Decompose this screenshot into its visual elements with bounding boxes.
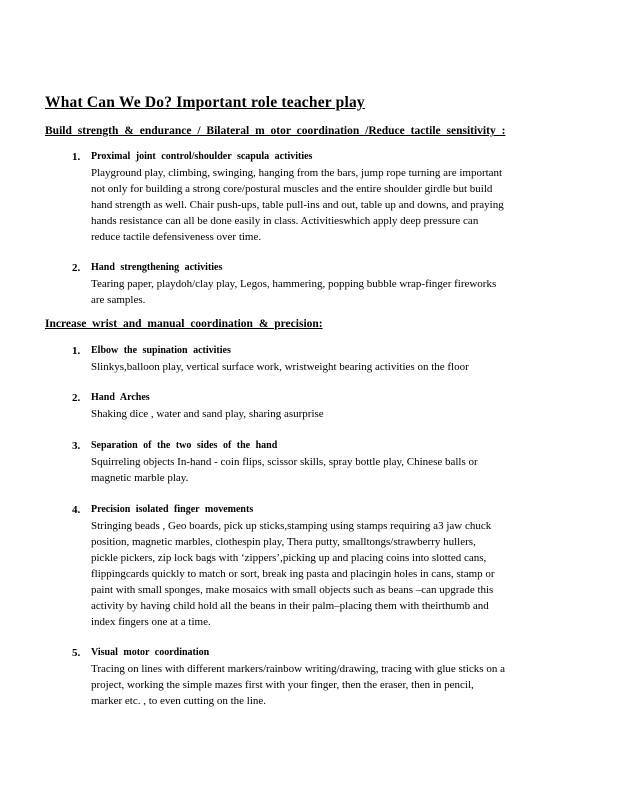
item-number: 1. xyxy=(72,345,81,357)
body-line: paint with small sponges, make mosaics with small objects such as beans –can upgrade this xyxy=(91,584,494,596)
body-line: magnetic marble play. xyxy=(91,472,189,484)
item-body xyxy=(91,518,561,630)
body-line: Slinkys,balloon play, vertical surface work, wristweight bearing activities on the floor xyxy=(91,361,469,373)
item-number: 3. xyxy=(72,440,81,452)
page-title: What Can We Do? Important role teacher play xyxy=(45,94,365,111)
body-line: not only for building a strong core/postural muscles and the entire shoulder girdle but build xyxy=(91,183,493,195)
body-line: marker etc. , to even cutting on the line. xyxy=(91,695,267,707)
body-line: position, magnetic marbles, clothespin play, Thera putty, smalltongs/strawberry hullers, xyxy=(91,536,476,548)
body-line: Playground play, climbing, swinging, hanging from the bars, jump rope turning are important xyxy=(91,167,503,179)
item-number: 5. xyxy=(72,647,81,659)
item-body xyxy=(91,165,561,245)
body-line: pickle pickers, zip lock bags with ‘zippers’,picking up and placing coins into slotted cans, xyxy=(91,552,487,564)
item-body xyxy=(91,661,561,709)
item-body xyxy=(91,454,561,486)
item-body xyxy=(91,359,561,375)
item-number: 1. xyxy=(72,151,81,163)
item-number: 2. xyxy=(72,262,81,274)
body-line: activity by having child hold all the beans in their palm–placing them with theirthumb and xyxy=(91,600,489,612)
section-heading-wrist-coordination: Increase wrist and manual coordination & precision: xyxy=(45,318,323,330)
body-line: index fingers one at a time. xyxy=(91,616,211,628)
item-heading: Hand strengthening activities xyxy=(91,262,223,273)
item-body xyxy=(91,276,561,308)
item-body xyxy=(91,406,561,422)
item-number: 2. xyxy=(72,392,81,404)
section-heading-build-strength: Build strength & endurance / Bilateral m otor coordination /Reduce tactile sensitivity : xyxy=(45,125,506,137)
body-line: Shaking dice , water and sand play, sharing asurprise xyxy=(91,408,324,420)
item-heading: Hand Arches xyxy=(91,392,150,403)
body-line: Squirreling objects In-hand - coin flips, scissor skills, spray bottle play, Chinese balls or xyxy=(91,456,478,468)
item-number: 4. xyxy=(72,504,81,516)
body-line: Tracing on lines with different markers/rainbow writing/drawing, tracing with glue sticks on a xyxy=(91,663,505,675)
item-heading: Precision isolated finger movements xyxy=(91,504,254,515)
body-line: flippingcards quickly to match or sort, break ing pasta and placingin holes in cans, stamp or xyxy=(91,568,495,580)
item-heading: Elbow the supination activities xyxy=(91,345,231,356)
item-heading: Proximal joint control/shoulder scapula activities xyxy=(91,151,313,162)
body-line: Tearing paper, playdoh/clay play, Legos, hammering, popping bubble wrap-finger fireworks xyxy=(91,278,497,290)
item-heading: Separation of the two sides of the hand xyxy=(91,440,278,451)
body-line: are samples. xyxy=(91,294,146,306)
body-line: hands resistance can all be done easily in class. Activitieswhich apply deep pressure can xyxy=(91,215,479,227)
body-line: Stringing beads , Geo boards, pick up sticks,stamping using stamps requiring a3 jaw chuck xyxy=(91,520,492,532)
body-line: hand strength as well. Chair push-ups, table pull-ins and out, table up and downs, and praying xyxy=(91,199,504,211)
body-line: reduce tactile defensiveness over time. xyxy=(91,231,262,243)
item-heading: Visual motor coordination xyxy=(91,647,210,658)
body-line: project, working the simple mazes first with your finger, then the eraser, then in pencil, xyxy=(91,679,474,691)
